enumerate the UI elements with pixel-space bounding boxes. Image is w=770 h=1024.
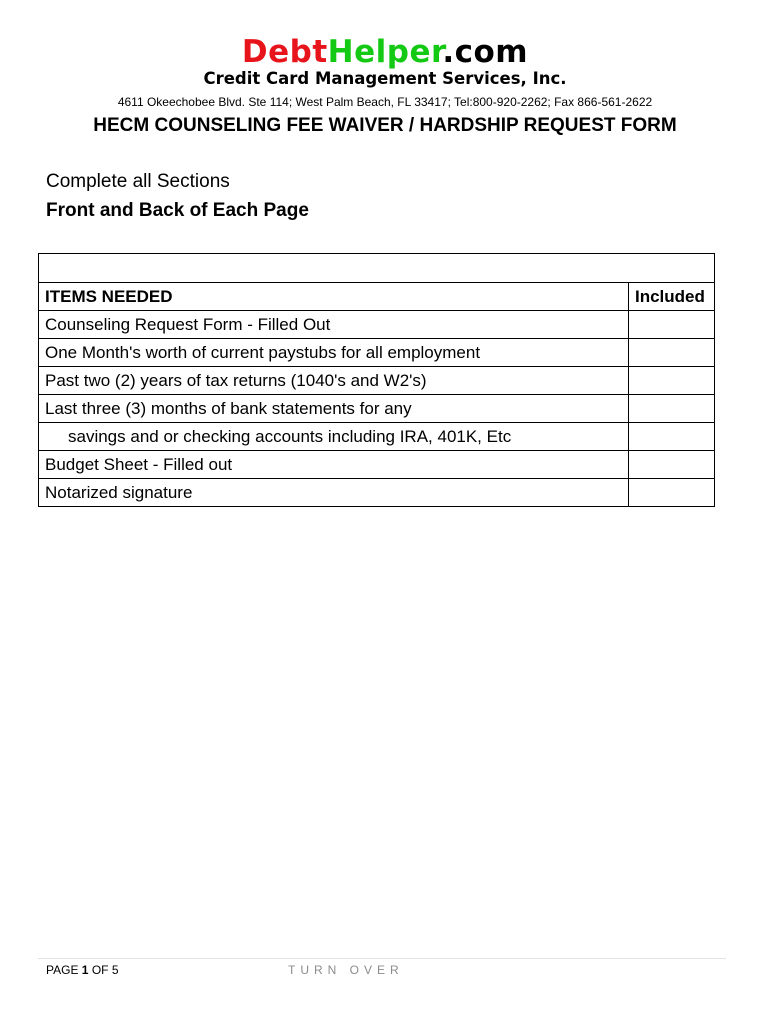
item-label: Last three (3) months of bank statements for any (39, 395, 629, 423)
included-header: Included (629, 283, 715, 311)
included-checkbox-cell[interactable] (629, 423, 715, 451)
item-label: One Month's worth of current paystubs for all employment (39, 339, 629, 367)
table-spacer-cell (39, 254, 715, 283)
form-title: HECM COUNSELING FEE WAIVER / HARDSHIP REQUEST FORM (93, 115, 677, 136)
table-spacer-row (39, 254, 715, 283)
company-name: Credit Card Management Services, Inc. (203, 69, 567, 88)
instruction-front-back: Front and Back of Each Page (46, 200, 309, 221)
included-checkbox-cell[interactable] (629, 367, 715, 395)
logo-debt: Debt (241, 34, 328, 70)
included-checkbox-cell[interactable] (629, 479, 715, 507)
footer-divider (38, 958, 726, 959)
item-label: Notarized signature (39, 479, 629, 507)
item-label: Counseling Request Form - Filled Out (39, 311, 629, 339)
logo-helper: Helper (327, 34, 443, 70)
table-row (39, 451, 715, 479)
included-checkbox-cell[interactable] (629, 451, 715, 479)
item-label-continued: savings and or checking accounts including IRA, 401K, Etc (39, 423, 629, 451)
table-row (39, 367, 715, 395)
page-number (46, 962, 119, 978)
logo-com: .com (442, 34, 529, 70)
table-header-row (39, 283, 715, 311)
company-logo (0, 34, 770, 70)
item-label: Past two (2) years of tax returns (1040's and W2's) (39, 367, 629, 395)
page-current: 1 (81, 963, 89, 977)
items-needed-table (38, 253, 715, 507)
item-label: Budget Sheet - Filled out (39, 451, 629, 479)
table-row (39, 423, 715, 451)
page-suffix: OF 5 (88, 963, 119, 977)
included-checkbox-cell[interactable] (629, 395, 715, 423)
included-checkbox-cell[interactable] (629, 339, 715, 367)
table-row (39, 395, 715, 423)
page-prefix: PAGE (46, 963, 82, 977)
included-checkbox-cell[interactable] (629, 311, 715, 339)
table-row (39, 479, 715, 507)
instruction-complete-sections: Complete all Sections (46, 171, 230, 192)
items-needed-header: ITEMS NEEDED (39, 283, 629, 311)
table-row (39, 339, 715, 367)
table-row (39, 311, 715, 339)
company-address: 4611 Okeechobee Blvd. Ste 114; West Palm Beach, FL 33417; Tel:800-920-2262; Fax 866-561-2622 (117, 95, 653, 109)
turn-over-label: TURN OVER (288, 963, 404, 977)
